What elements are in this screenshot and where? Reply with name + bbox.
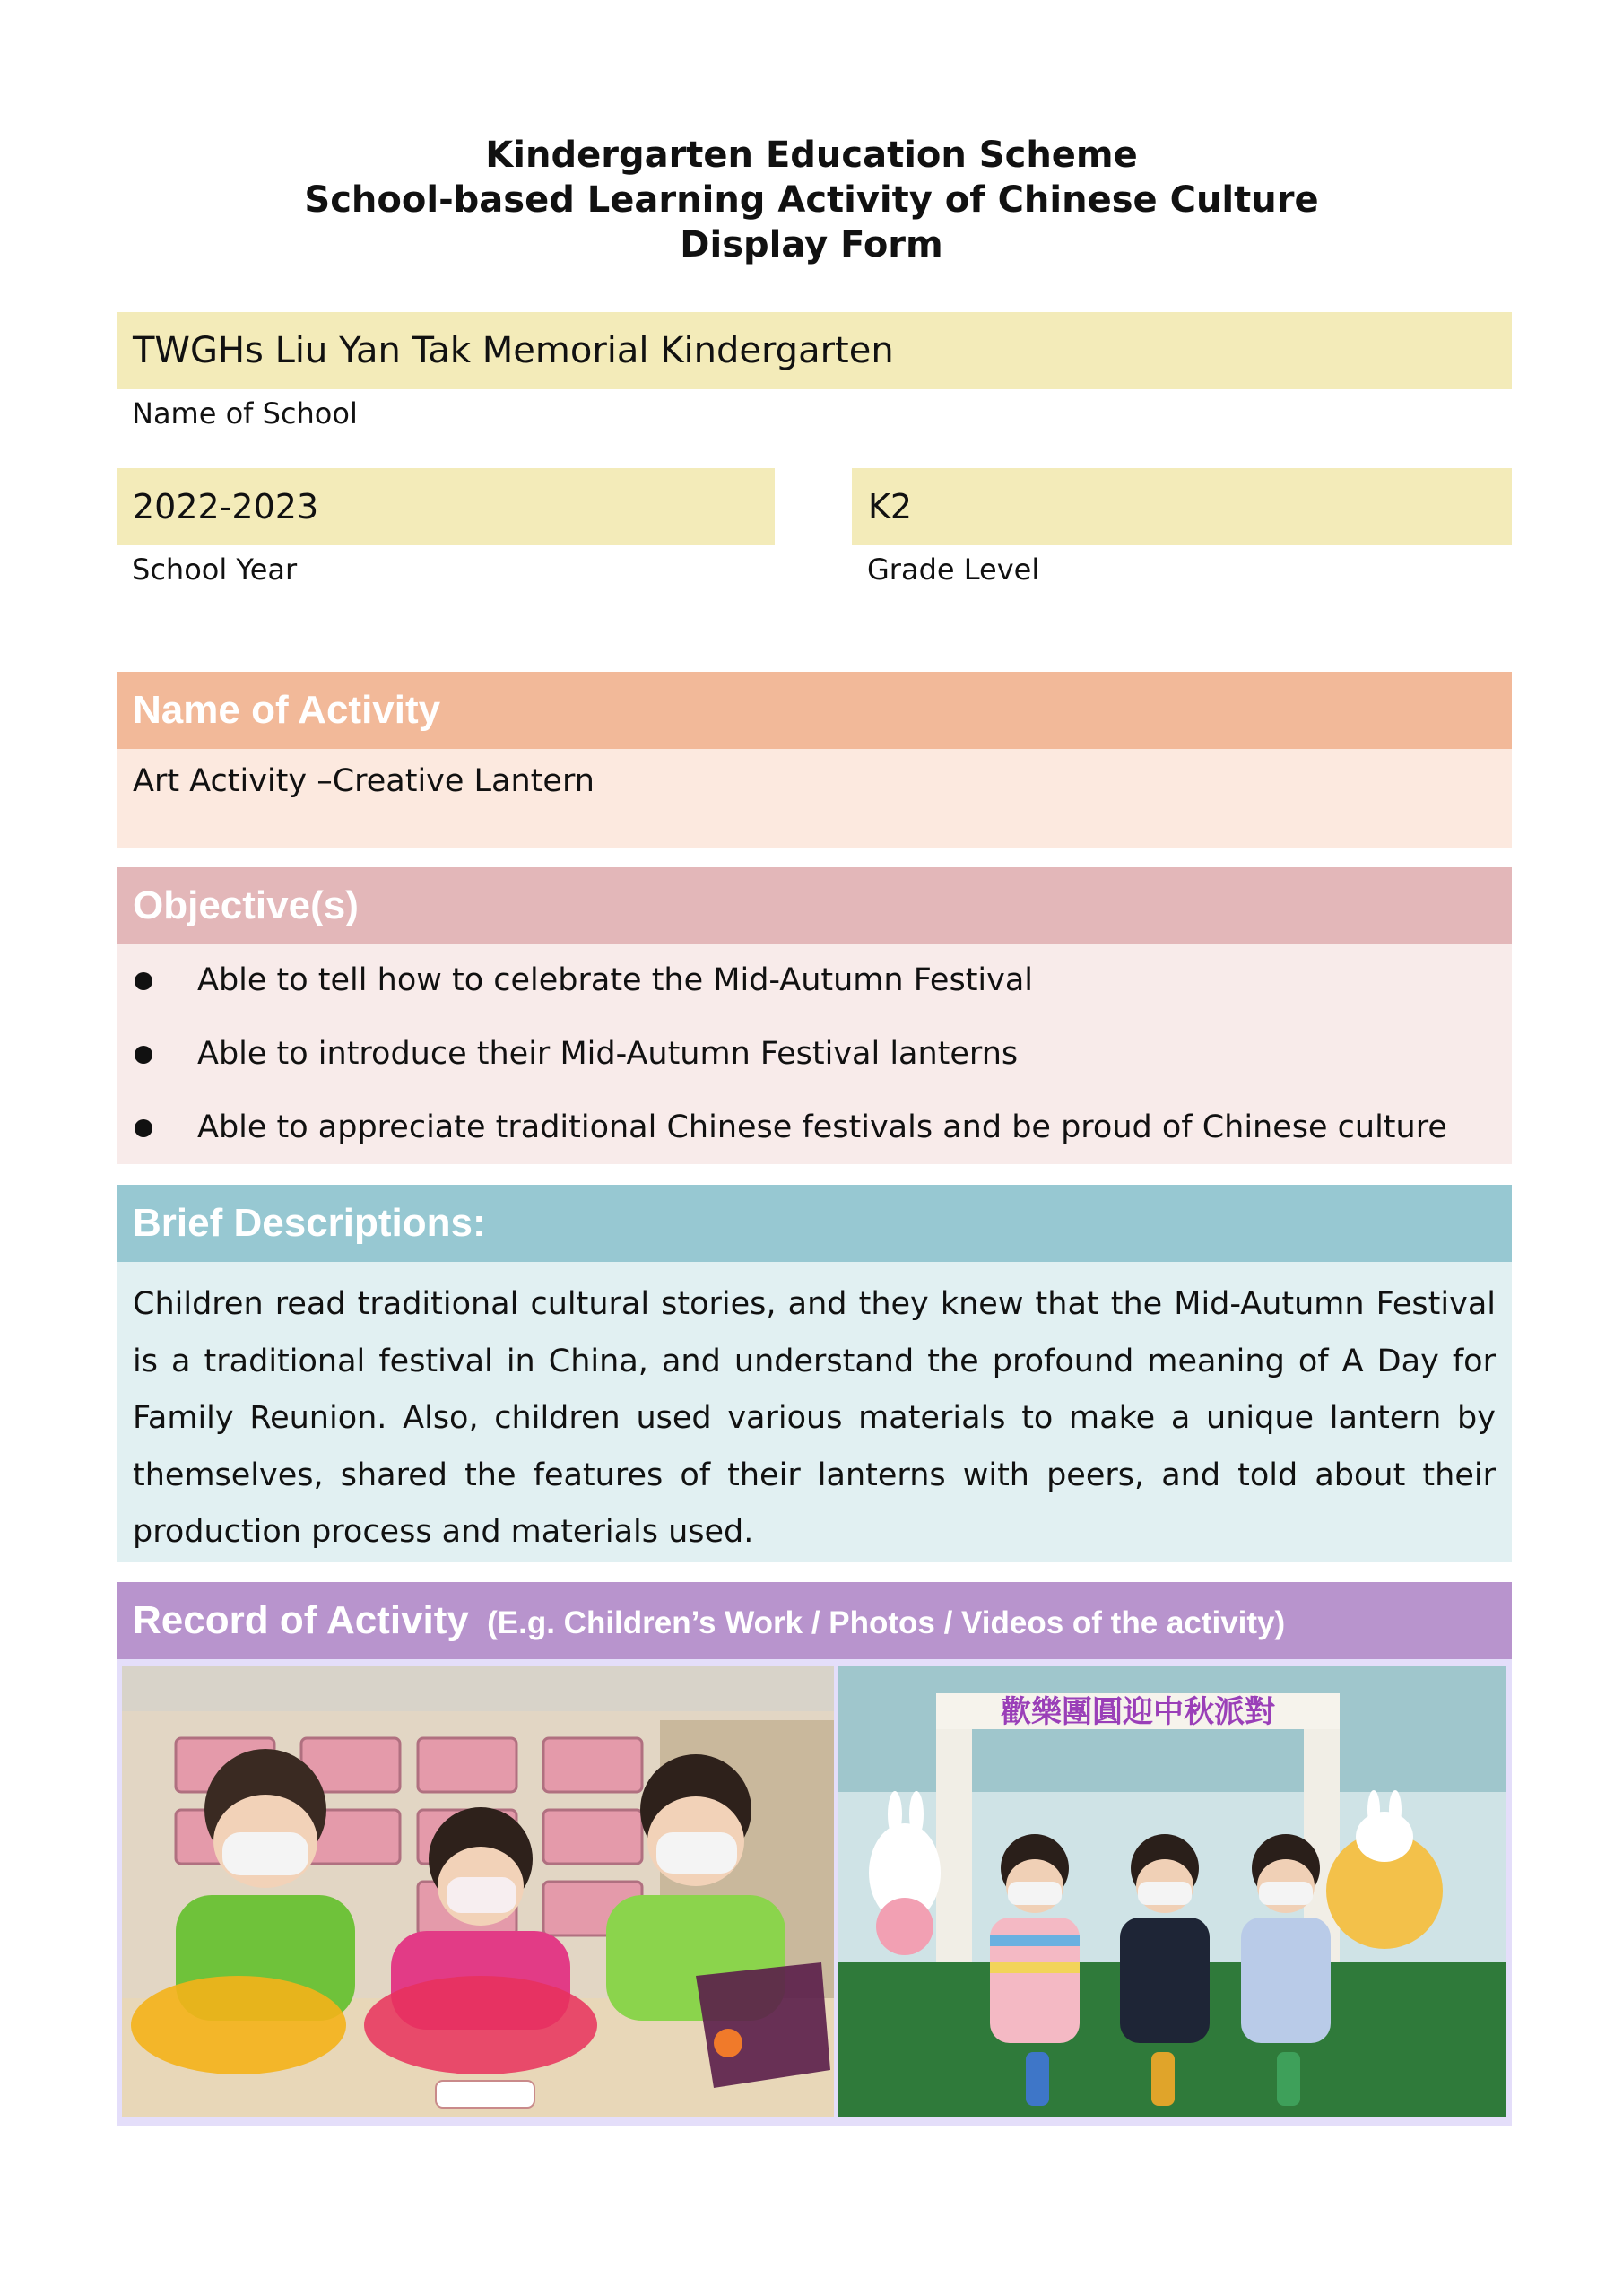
photo-children-making-lanterns — [122, 1666, 834, 2117]
bullet-icon — [135, 1119, 152, 1137]
party-banner-text: 歡樂團圓迎中秋派對 — [1001, 1694, 1275, 1730]
grade-level-value: K2 — [868, 487, 913, 526]
school-name-field — [117, 312, 1512, 389]
school-year-value: 2022-2023 — [133, 487, 319, 526]
photo-frame — [117, 1659, 1512, 2126]
objective-text: Able to introduce their Mid-Autumn Festival lanterns — [197, 1036, 1019, 1072]
activity-heading: Name of Activity — [117, 672, 1512, 749]
grade-level-label: Grade Level — [867, 552, 1040, 587]
photo-2-illustration — [838, 1666, 1506, 2117]
description-heading: Brief Descriptions: — [117, 1185, 1512, 1262]
bullet-icon — [135, 972, 152, 990]
description-text: Children read traditional cultural stories, and they knew that the Mid-Autumn Festival is a traditional festival in China, and understand the profound meaning of A Day for Family Reunion. Also, children used various materials to make a unique lantern by themselves, shared the features of their lanterns with peers, and told about their production process and materials used. — [133, 1286, 1496, 1550]
photo-1-illustration — [122, 1666, 834, 2117]
record-heading — [117, 1582, 1512, 1659]
activity-body — [117, 749, 1512, 848]
header-title-line3: Display Form — [680, 224, 943, 265]
photo-mid-autumn-party — [838, 1666, 1506, 2117]
activity-name: Art Activity –Creative Lantern — [133, 763, 595, 799]
objectives-body — [117, 944, 1512, 1164]
record-heading-title: Record of Activity — [133, 1598, 469, 1642]
objective-text: Able to appreciate traditional Chinese festivals and be proud of Chinese culture — [197, 1109, 1447, 1145]
school-name-value: TWGHs Liu Yan Tak Memorial Kindergarten — [133, 330, 894, 371]
objectives-heading: Objective(s) — [117, 867, 1512, 944]
record-heading-subtitle: (E.g. Children’s Work / Photos / Videos of the activity) — [487, 1605, 1286, 1640]
form-header — [0, 133, 1623, 267]
bullet-icon — [135, 1046, 152, 1064]
header-title-line2: School-based Learning Activity of Chinese Culture — [304, 179, 1319, 221]
school-name-label: Name of School — [132, 396, 358, 430]
grade-level-field — [852, 468, 1512, 545]
school-year-field — [117, 468, 775, 545]
objective-text: Able to tell how to celebrate the Mid-Autumn Festival — [197, 962, 1034, 998]
header-title-line1: Kindergarten Education Scheme — [485, 135, 1138, 176]
school-year-label: School Year — [132, 552, 298, 587]
description-body — [117, 1262, 1512, 1562]
